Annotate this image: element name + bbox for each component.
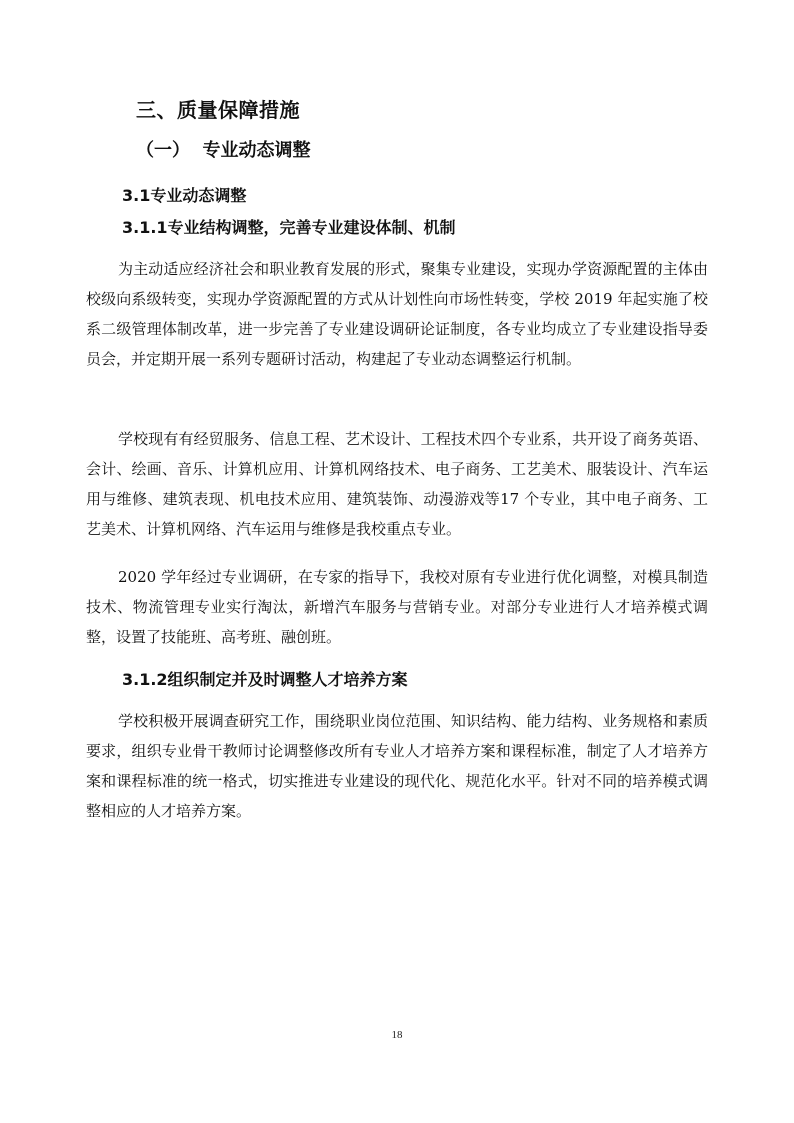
- paragraph-4: 学校积极开展调查研究工作，围绕职业岗位范围、知识结构、能力结构、业务规格和素质要求，组织专业骨干教师讨论调整修改所有专业人才培养方案和课程标准，制定了人才培养方案和课程标准的统一格式，切实推进专业建设的现代化、规范化水平。针对不同的培养模式调整相应的人才培养方案。: [86, 712, 708, 820]
- paragraph-3: 2020 学年经过专业调研，在专家的指导下，我校对原有专业进行优化调整，对模具制造技术、物流管理专业实行淘汰，新增汽车服务与营销专业。对部分专业进行人才培养模式调整，设置了技能班、高考班、融创班。: [86, 568, 708, 646]
- paragraph-1: 为主动适应经济社会和职业教育发展的形式，聚集专业建设，实现办学资源配置的主体由校级向系级转变，实现办学资源配置的方式从计划性向市场性转变，学校 2019 年起实施了校系二级管理体制改革，进一步完善了专业建设调研论证制度，各专业均成立了专业建设指导委员会，并定期开展一系列专题研讨活动，构建起了专业动态调整运行机制。: [86, 260, 708, 368]
- paragraph-2: 学校现有有经贸服务、信息工程、艺术设计、工程技术四个专业系，共开设了商务英语、会计、绘画、音乐、计算机应用、计算机网络技术、电子商务、工艺美术、服装设计、汽车运用与维修、建筑表现、机电技术应用、建筑装饰、动漫游戏等17 个专业，其中电子商务、工艺美术、计算机网络、汽车运用与维修是我校重点专业。: [86, 430, 708, 538]
- section-heading: 三、质量保障措施: [136, 98, 300, 122]
- heading-3-1-1: 3.1.1专业结构调整，完善专业建设体制、机制: [122, 218, 456, 237]
- subsection-heading: （一） 专业动态调整: [136, 140, 311, 161]
- heading-3-1-2: 3.1.2组织制定并及时调整人才培养方案: [122, 670, 408, 689]
- heading-3-1: 3.1专业动态调整: [122, 186, 247, 205]
- page-number: 18: [391, 1029, 403, 1041]
